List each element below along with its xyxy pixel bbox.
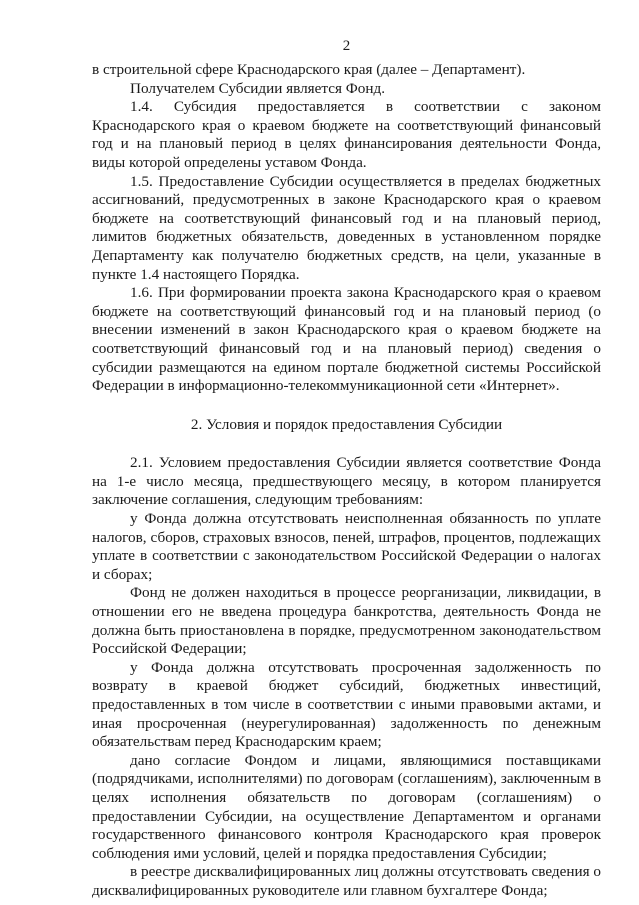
requirement-debt: у Фонда должна отсутствовать просроченная задолженность по возврату в краевой бюджет субсидий, бюджетных инвестиций, предоставленных в том числе в соответствии с иными правовыми актами, и иная просроченная (неурегулированная) задолженность по денежным обязательствам перед Краснодарским краем; bbox=[92, 658, 601, 751]
paragraph-1-4: 1.4. Субсидия предоставляется в соответствии с законом Краснодарского края о краевом бюджете на соответствующий финансовый год и на плановый период в целях финансирования деятельности Фонда, виды которой определены уставом Фонда. bbox=[92, 98, 601, 171]
page-number: 2 bbox=[342, 38, 351, 54]
section-heading: 2. Условия и порядок предоставления Субсидии bbox=[190, 415, 503, 433]
paragraph-continuation: в строительной сфере Краснодарского края (далее – Департамент). bbox=[92, 61, 526, 78]
conditions-section bbox=[92, 454, 601, 900]
requirement-disqualified: в реестре дисквалифицированных лиц должны отсутствовать сведения о дисквалифицированных руководителе или главном бухгалтере Фонда; bbox=[92, 863, 601, 899]
requirement-consent: дано согласие Фондом и лицами, являющимися поставщиками (подрядчиками, исполнителями) по договорам (соглашениям), заключенным в целях исполнения обязательств по договорам (соглашениям) о предоставлении Субсидии, на осуществление Департаментом и органами государственного финансового контроля Краснодарского края проверок соблюдения ими условий, целей и порядка предоставления Субсидии; bbox=[92, 751, 601, 862]
paragraph-1-5: 1.5. Предоставление Субсидии осуществляется в пределах бюджетных ассигнований, предусмотренных в законе Краснодарского края о краевом бюджете на соответствующий финансовый год и на плановый период, лимитов бюджетных обязательств, доведенных в установленном порядке Департаменту как получателю бюджетных средств, на цели, указанные в пункте 1.4 настоящего Порядка. bbox=[92, 172, 601, 283]
requirement-reorganization: Фонд не должен находиться в процессе реорганизации, ликвидации, в отношении его не введена процедура банкротства, деятельность Фонда не должна быть приостановлена в порядке, предусмотренном законодательством Российской Федерации; bbox=[92, 584, 601, 658]
requirement-taxes: у Фонда должна отсутствовать неисполненная обязанность по уплате налогов, сборов, страховых взносов, пеней, штрафов, процентов, подлежащих уплате в соответствии с законодательством Российской Федерации о налогах и сборах; bbox=[92, 510, 601, 583]
paragraph-recipient: Получателем Субсидии является Фонд. bbox=[130, 79, 385, 97]
paragraph-1-6: 1.6. При формировании проекта закона Краснодарского края о краевом бюджете на соответствующий финансовый год и на плановый период (о внесении изменений в закон Краснодарского края о краевом бюджете на соответствующий финансовый год и на плановый период) сведения о субсидии размещаются на едином портале бюджетной системы Российской Федерации в информационно-телекоммуникационной сети «Интернет». bbox=[92, 284, 601, 395]
paragraph-2-1: 2.1. Условием предоставления Субсидии является соответствие Фонда на 1-е число месяца, предшествующего месяцу, в котором планируется заключение соглашения, следующим требованиям: bbox=[92, 454, 601, 509]
intro-section bbox=[92, 61, 601, 396]
